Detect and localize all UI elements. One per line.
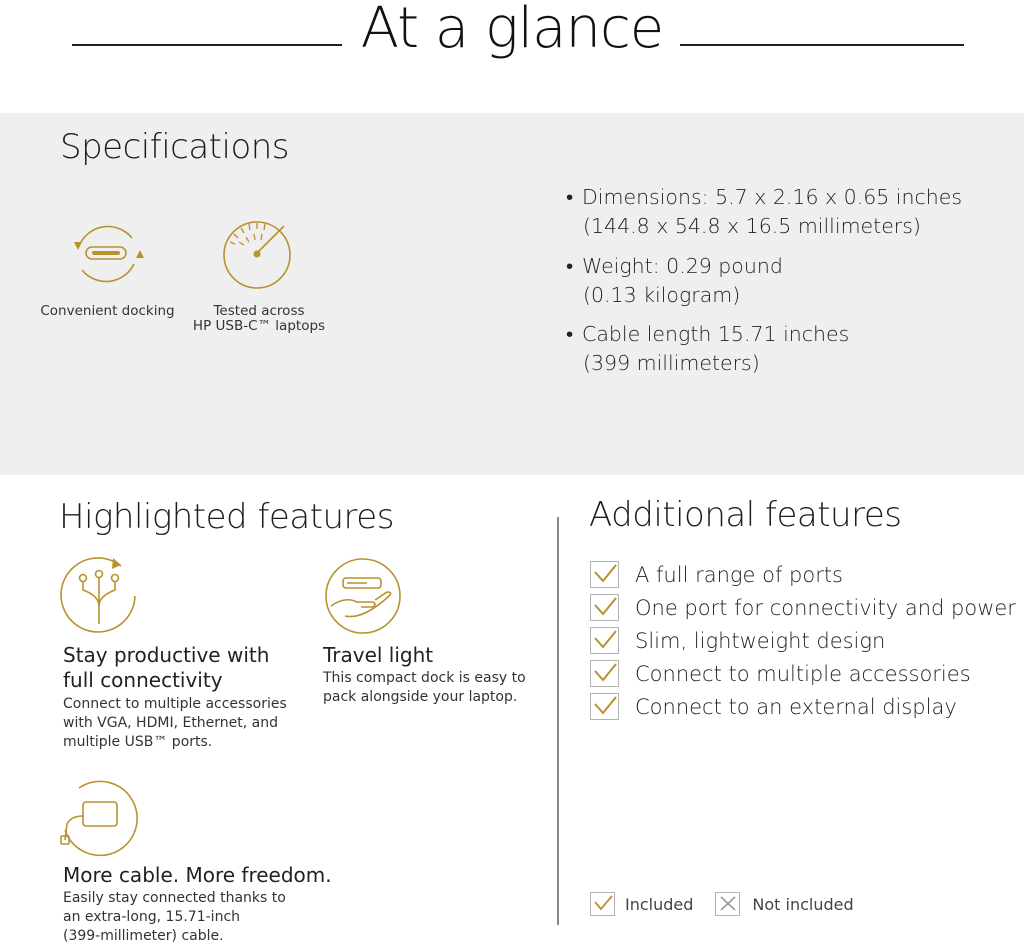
list-item bbox=[590, 624, 1016, 657]
feature-desc-line: Easily stay connected thanks to bbox=[63, 890, 286, 906]
feature-title-line: Stay productive with bbox=[63, 643, 270, 667]
section-divider bbox=[557, 517, 559, 925]
feature-desc-line: pack alongside your laptop. bbox=[323, 689, 518, 705]
spec-text: Cable length 15.71 inches bbox=[582, 322, 850, 346]
list-item bbox=[590, 690, 1016, 723]
legend bbox=[590, 892, 854, 916]
gauge-dial-icon bbox=[222, 218, 294, 294]
feature-title: Travel light bbox=[323, 643, 434, 667]
page-title: At a glance bbox=[360, 0, 664, 61]
spec-icon-caption bbox=[180, 304, 338, 334]
check-icon bbox=[590, 627, 619, 654]
check-icon bbox=[590, 561, 619, 588]
spec-icon-caption: Convenient docking bbox=[40, 303, 175, 319]
hand-holding-dock-icon bbox=[323, 556, 403, 640]
feature-label: Connect to an external display bbox=[635, 694, 957, 719]
feature-label: Connect to multiple accessories bbox=[635, 661, 971, 686]
check-icon bbox=[590, 594, 619, 621]
check-icon bbox=[590, 693, 619, 720]
usb-c-port-icon bbox=[66, 218, 148, 294]
list-item bbox=[590, 591, 1016, 624]
caption-line: HP USB-C™ laptops bbox=[192, 318, 326, 334]
legend-not-included: Not included bbox=[752, 894, 854, 914]
highlighted-features-heading: Highlighted features bbox=[59, 497, 394, 537]
feature-desc-line: multiple USB™ ports. bbox=[63, 734, 213, 750]
feature-description bbox=[323, 669, 543, 707]
additional-features-list bbox=[590, 558, 1016, 723]
cable-icon bbox=[59, 780, 139, 864]
feature-label: One port for connectivity and power bbox=[635, 595, 1016, 620]
additional-features-heading: Additional features bbox=[589, 495, 902, 535]
feature-description bbox=[63, 695, 303, 752]
legend-included: Included bbox=[625, 894, 694, 914]
not-included-x-icon bbox=[715, 892, 740, 916]
feature-title: More cable. More freedom. bbox=[63, 863, 332, 887]
spec-text: Dimensions: 5.7 x 2.16 x 0.65 inches bbox=[582, 185, 963, 209]
feature-desc-line: Connect to multiple accessories bbox=[63, 696, 287, 712]
list-item bbox=[590, 558, 1016, 591]
connectivity-icon bbox=[59, 556, 139, 640]
spec-item: • Weight: 0.29 pound (0.13 kilogram) bbox=[566, 252, 1006, 310]
spec-text: (0.13 kilogram) bbox=[583, 283, 741, 307]
feature-title-line: full connectivity bbox=[63, 668, 223, 692]
spec-item: • Dimensions: 5.7 x 2.16 x 0.65 inches (144.8 x 54.8 x 16.5 millimeters) bbox=[566, 183, 1006, 241]
specifications-heading: Specifications bbox=[60, 127, 290, 167]
feature-title bbox=[63, 643, 269, 693]
title-rule-right bbox=[680, 44, 964, 46]
feature-label: A full range of ports bbox=[635, 562, 844, 587]
spec-text: (399 millimeters) bbox=[583, 351, 760, 375]
feature-desc-line: an extra-long, 15.71-inch bbox=[63, 909, 241, 925]
caption-line: Tested across bbox=[213, 303, 305, 319]
spec-item: • Cable length 15.71 inches (399 millimeters) bbox=[566, 320, 1006, 378]
included-check-icon bbox=[590, 892, 615, 916]
feature-label: Slim, lightweight design bbox=[635, 628, 886, 653]
feature-description bbox=[63, 889, 323, 946]
feature-desc-line: This compact dock is easy to bbox=[323, 670, 526, 686]
feature-desc-line: with VGA, HDMI, Ethernet, and bbox=[63, 715, 279, 731]
spec-text: (144.8 x 54.8 x 16.5 millimeters) bbox=[583, 214, 921, 238]
check-icon bbox=[590, 660, 619, 687]
list-item bbox=[590, 657, 1016, 690]
spec-text: Weight: 0.29 pound bbox=[582, 254, 783, 278]
feature-desc-line: (399-millimeter) cable. bbox=[63, 928, 224, 944]
